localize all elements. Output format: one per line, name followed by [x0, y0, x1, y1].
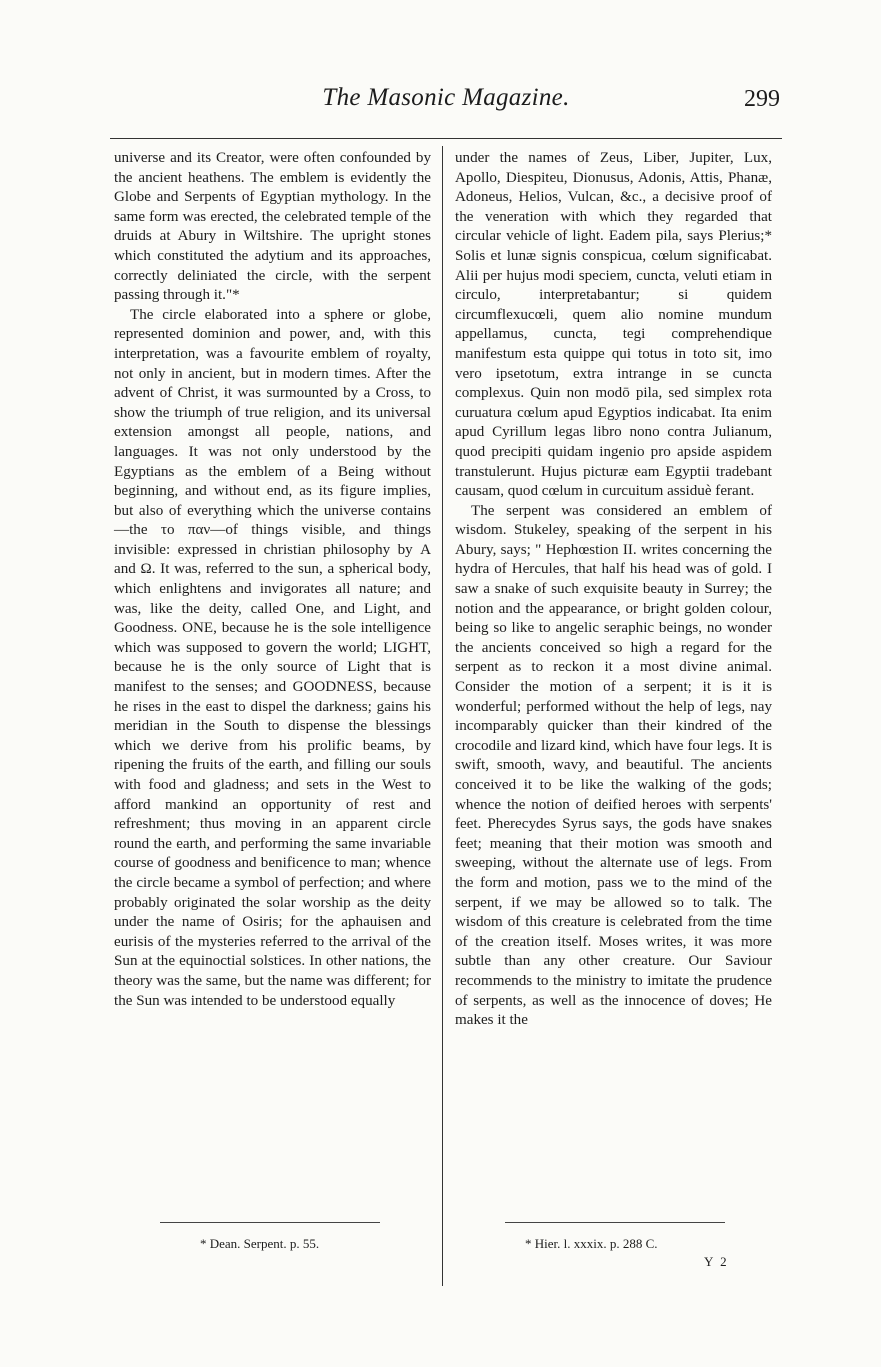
right-paragraph-1: under the names of Zeus, Liber, Jupiter, Lux, Apollo, Diespiteu, Dionusus, Adonis, Attis, Phanæ, Adoneus, Helios, Vulcan, &c., a decisive proof of the veneration with which they regarded that circular vehicle of light. Eadem pila, says Plerius;* Solis et lunæ signis conspicua, cœlum significabat. Alii per hujus modi speciem, cuncta, veluti etiam in circulo, interpretabantur; si quidem circumflexucœli, quem alio nomine mundum appellamus, cuncta, tegi comprehendique manifestum esta quippe qui totus in toto sit, imo vero ipsetotum, extra intrange in se cuncta complexus. Quin non modō pila, sed simplex rota curuatura cœlum apud Egyptios indicabat. Ita enim apud Cyrillum legas libro nono contra Julianum, quod precipiti quidam ingenio pro apside aspidem transtulerunt. Hujus picturæ eam Egyptii tradebant causam, quod cœlum in curcuitum assiduè ferant.	[455, 150, 772, 500]
left-footnote-rule	[160, 1222, 380, 1223]
page-header	[112, 84, 780, 124]
running-title: The Masonic Magazine.	[322, 84, 570, 111]
page-number: 299	[744, 86, 780, 112]
right-footnote: * Hier. l. xxxix. p. 288 C.	[525, 1236, 658, 1251]
header-rule	[110, 138, 782, 139]
right-column	[455, 149, 772, 1031]
right-paragraph-2: The serpent was considered an emblem of wisdom. Stukeley, speaking of the serpent in his Abury, says; " Hephœstion II. writes concerning the hydra of Hercules, that half his head was of gold. I saw a snake of such exquisite beauty in Surrey; the notion and the appearance, or bright golden colour, being so like to angelic seraphic beings, no wonder the ancients conceived so high a regard for the serpent as to reckon it a most divine animal. Consider the motion of a serpent; it is it is wonderful; performed without the help of legs, nay incomparably quicker than their kindred of the crocodile and lizard kind, which have four legs. It is swift, smooth, wavy, and beautiful. The ancients conceived it to be like the walking of the gods; whence the notion of deified heroes with serpents' feet. Pherecydes Syrus says, the gods have snakes feet; meaning that their motion was smooth and sweeping, without the alternate use of legs. From the form and motion, pass we to the mind of the serpent, if we may be allowed so to talk. The wisdom of this creature is celebrated from the time of the creation itself. Moses writes, it was more subtle than any other creature. Our Saviour recommends to the ministry to imitate the prudence of serpents, as well as the innocence of doves; He makes it the	[455, 502, 772, 1029]
signature-mark: Y 2	[704, 1254, 729, 1269]
left-paragraph-1: universe and its Creator, were often confounded by the ancient heathens. The emblem is evidently the Globe and Serpents of Egyptian mythology. In the same form was erected, the celebrated temple of the druids at Abury in Wiltshire. The upright stones which constituted the adytium and its approaches, correctly deliniated the circle, with the serpent passing through it."*	[114, 150, 431, 304]
left-paragraph-2: The circle elaborated into a sphere or globe, represented dominion and power, and, with this interpretation, was a favourite emblem of royalty, not only in ancient, but in modern times. After the advent of Christ, it was surmounted by a Cross, to show the triumph of true religion, and its universal extension amongst all people, nations, and languages. It was not only understood by the Egyptians as the emblem of a Being without beginning, and without end, as its figure implies, but also of everything which the universe contains—the το παν—of things visible, and things invisible: expressed in christian philosophy by Α and Ω. It was, referred to the sun, a spherical body, which enlightens and invigorates all nature; and was, like the deity, called One, and Light, and Goodness. ONE, because he is the sole intelligence which was supposed to govern the world; LIGHT, because he is the only source of Light that is manifest to the senses; and GOODNESS, because he rises in the east to dispel the darkness; gains his meridian in the South to dispense the blessings which we derive from his prolific beams, by ripening the fruits of the earth, and filling our souls with food and gladness; and sets in the West to afford mankind an opportunity of rest and refreshment; thus moving in an apparent circle round the earth, and performing the same invariable course of goodness and benificence to man; whence the circle became a symbol of perfection; and where probably originated the solar worship as the deity under the name of Osiris; for the aphauisen and eurisis of the mysteries referred to the arrival of the Sun at the equinoctial solstices. In other nations, the theory was the same, but the name was different; for the Sun was intended to be understood equally	[114, 306, 431, 1009]
column-divider	[442, 146, 443, 1286]
left-column	[114, 149, 431, 1011]
left-footnote: * Dean. Serpent. p. 55.	[200, 1236, 320, 1251]
right-footnote-rule	[505, 1222, 725, 1223]
